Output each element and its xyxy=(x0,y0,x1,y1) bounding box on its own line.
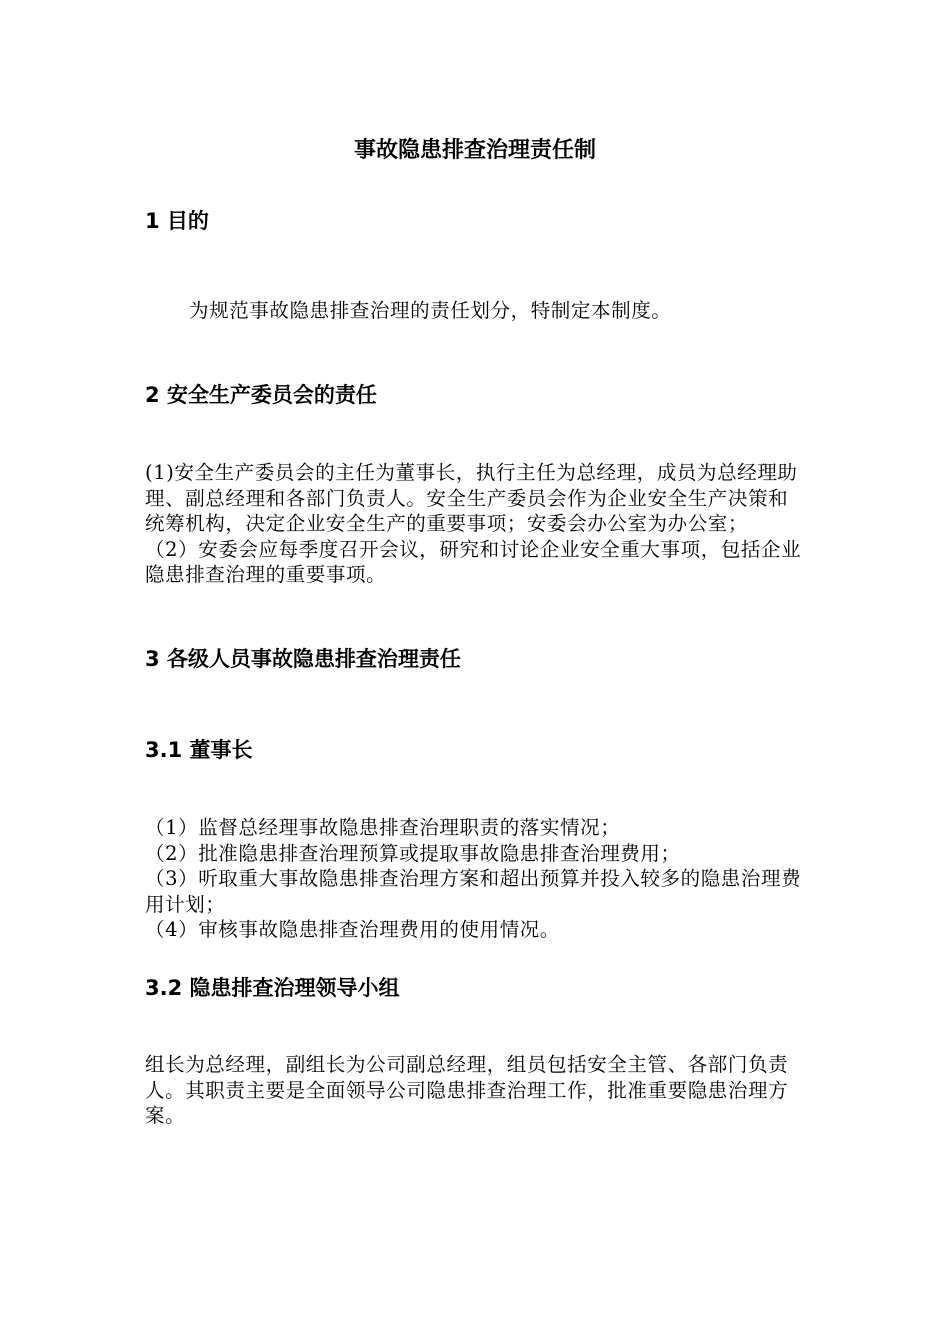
list-item: （3）听取重大事故隐患排查治理方案和超出预算并投入较多的隐患治理费用计划； xyxy=(145,867,802,916)
document-title: 事故隐患排查治理责任制 xyxy=(353,138,596,163)
paragraph: (1)安全生产委员会的主任为董事长，执行主任为总经理，成员为总经理助理、副总经理和各部门负责人。安全生产委员会作为企业安全生产决策和统筹机构，决定企业安全生产的重要事项；安委会办公室为办公室； xyxy=(145,461,798,535)
section-heading-purpose: 1 目的 xyxy=(145,209,209,233)
section-body-leading-group xyxy=(145,1052,807,1129)
section-body-purpose xyxy=(145,298,807,324)
section-heading-committee: 2 安全生产委员会的责任 xyxy=(145,383,377,407)
paragraph: 为规范事故隐患排查治理的责任划分，特制定本制度。 xyxy=(189,299,672,322)
section-body-committee xyxy=(145,460,807,588)
list-item: （4）审核事故隐患排查治理费用的使用情况。 xyxy=(145,918,561,941)
paragraph: 组长为总经理，副组长为公司副总经理，组员包括安全主管、各部门负责人。其职责主要是全面领导公司隐患排查治理工作，批准重要隐患治理方案。 xyxy=(145,1053,789,1127)
section-body-chairman xyxy=(145,815,807,943)
section-heading-responsibilities: 3 各级人员事故隐患排查治理责任 xyxy=(145,647,461,671)
section-heading-leading-group: 3.2 隐患排查治理领导小组 xyxy=(145,976,400,1000)
section-heading-chairman: 3.1 董事长 xyxy=(145,738,253,762)
list-item: （2）批准隐患排查治理预算或提取事故隐患排查治理费用； xyxy=(145,841,681,865)
list-item: （1）监督总经理事故隐患排查治理职责的落实情况； xyxy=(145,816,621,839)
paragraph: （2）安委会应每季度召开会议，研究和讨论企业安全重大事项，包括企业隐患排查治理的重要事项。 xyxy=(145,537,802,586)
